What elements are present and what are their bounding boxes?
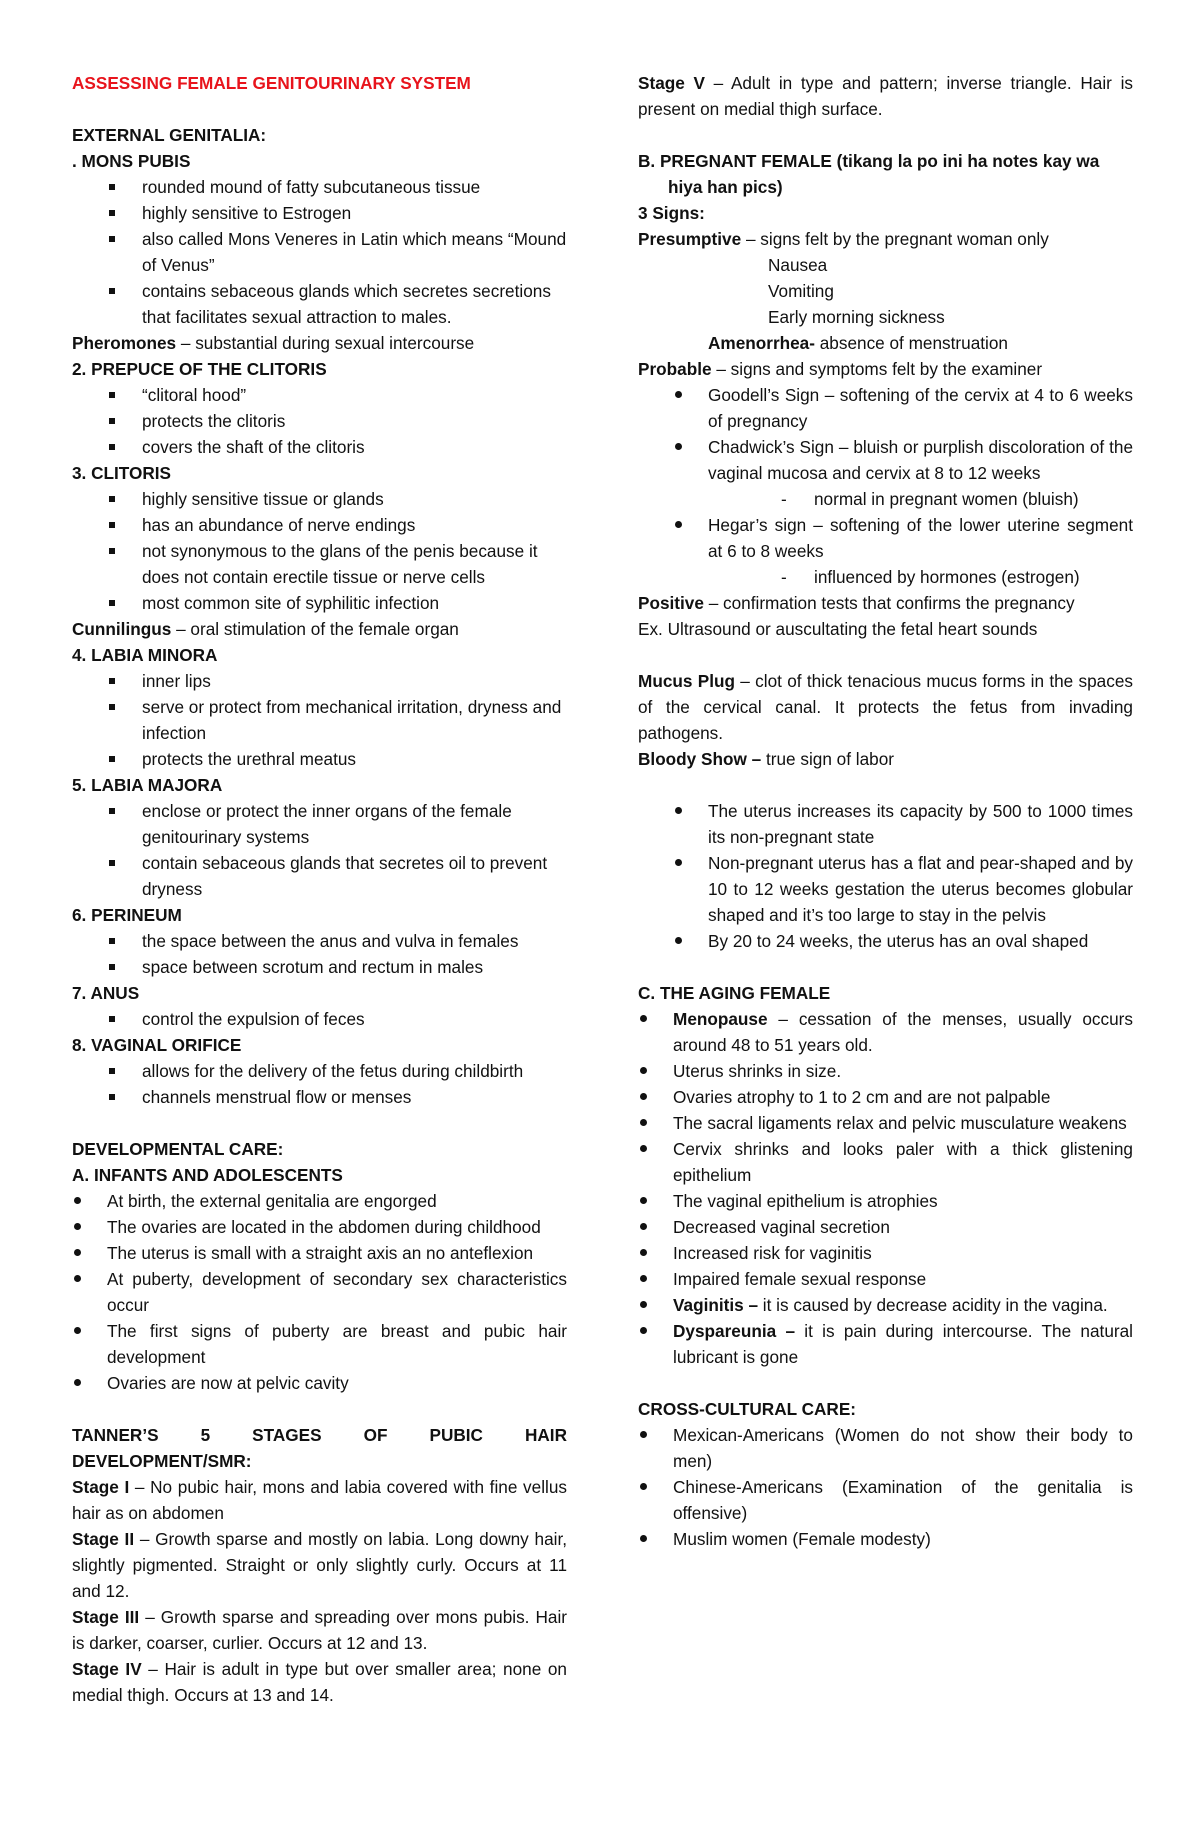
- positive-example: Ex. Ultrasound or auscultating the fetal heart sounds: [638, 619, 1038, 639]
- list-item: not synonymous to the glans of the penis because it does not contain erectile tissue or nerve cells: [72, 538, 567, 590]
- vaginitis-text: it is caused by decrease acidity in the vagina.: [758, 1295, 1108, 1315]
- list-item: serve or protect from mechanical irritation, dryness and infection: [72, 694, 567, 746]
- list-item: inner lips: [72, 668, 567, 694]
- stage-text: – Growth sparse and mostly on labia. Long downy hair, slightly pigmented. Straight or only slightly curly. Occurs at 11 and 12.: [72, 1529, 567, 1601]
- list-item: enclose or protect the inner organs of the female genitourinary systems: [72, 798, 567, 850]
- uterus-list: [638, 798, 1133, 954]
- list-item: Impaired female sexual response: [638, 1266, 1133, 1292]
- term-definition: [72, 330, 567, 356]
- list-item: The uterus is small with a straight axis an no anteflexion: [72, 1240, 567, 1266]
- positive-term: Positive: [638, 593, 704, 613]
- developmental-care-heading: DEVELOPMENTAL CARE:: [72, 1139, 284, 1159]
- tanner-stage: [72, 1604, 567, 1656]
- right-column: [638, 70, 1133, 1552]
- tanner-stages: [72, 1474, 567, 1708]
- section-list: [72, 1006, 567, 1032]
- chadwick-note: - normal in pregnant women (bluish): [638, 486, 1133, 512]
- list-item: contain sebaceous glands that secretes oil to prevent dryness: [72, 850, 567, 902]
- presumptive-text: – signs felt by the pregnant woman only: [741, 229, 1049, 249]
- positive-text: – confirmation tests that confirms the pregnancy: [703, 593, 1075, 613]
- list-item: covers the shaft of the clitoris: [72, 434, 567, 460]
- external-genitalia-heading: EXTERNAL GENITALIA:: [72, 125, 267, 145]
- section-list: [72, 928, 567, 980]
- term: Pheromones: [72, 333, 177, 353]
- list-item: allows for the delivery of the fetus during childbirth: [72, 1058, 567, 1084]
- stage-text: – Hair is adult in type but over smaller area; none on medial thigh. Occurs at 13 and 14.: [72, 1659, 567, 1705]
- list-item: The uterus increases its capacity by 500 to 1000 times its non-pregnant state: [638, 798, 1133, 850]
- amenorrhea-line: [638, 330, 1133, 356]
- external-genitalia-sections: [72, 148, 567, 1110]
- document-title: ASSESSING FEMALE GENITOURINARY SYSTEM: [72, 73, 471, 93]
- stage-label: Stage I: [72, 1477, 130, 1497]
- list-item: At puberty, development of secondary sex characteristics occur: [72, 1266, 567, 1318]
- stage-text: – Growth sparse and spreading over mons pubis. Hair is darker, coarser, curlier. Occurs at 12 and 13.: [72, 1607, 568, 1653]
- list-item: The ovaries are located in the abdomen during childhood: [72, 1214, 567, 1240]
- section-list: [72, 1058, 567, 1110]
- positive-line: [638, 590, 1133, 616]
- term-definition: [72, 616, 567, 642]
- stage-label: Stage II: [72, 1529, 135, 1549]
- menopause-term: Menopause: [673, 1009, 768, 1029]
- section-list: [72, 382, 567, 460]
- list-item: highly sensitive to Estrogen: [72, 200, 567, 226]
- stage-label: Stage V: [638, 73, 705, 93]
- definition: – oral stimulation of the female organ: [171, 619, 459, 639]
- list-item: Uterus shrinks in size.: [638, 1058, 1133, 1084]
- chadwick-sign: Chadwick’s Sign – bluish or purplish discoloration of the vaginal mucosa and cervix at 8 to 12 weeks: [638, 434, 1133, 486]
- vaginitis-term: Vaginitis –: [673, 1295, 759, 1315]
- signs-heading: 3 Signs:: [638, 203, 705, 223]
- infants-adolescents-heading: A. INFANTS AND ADOLESCENTS: [72, 1165, 343, 1185]
- menopause-item: [638, 1006, 1133, 1058]
- list-item: channels menstrual flow or menses: [72, 1084, 567, 1110]
- section-list: [72, 798, 567, 902]
- list-item: Mexican-Americans (Women do not show their body to men): [638, 1422, 1133, 1474]
- probable-text: – signs and symptoms felt by the examiner: [711, 359, 1043, 379]
- tanner-heading-cont: DEVELOPMENT/SMR:: [72, 1451, 252, 1471]
- hegar-list: [638, 512, 1133, 564]
- pregnant-heading-cont: hiya han pics): [668, 177, 783, 197]
- list-item: Non-pregnant uterus has a flat and pear-shaped and by 10 to 12 weeks gestation the uterus becomes globular shaped and it’s too large to stay in the pelvis: [638, 850, 1133, 928]
- section-list: [72, 486, 567, 616]
- list-item: control the expulsion of feces: [72, 1006, 567, 1032]
- section-heading: 5. LABIA MAJORA: [72, 775, 223, 795]
- section-heading: 4. LABIA MINORA: [72, 645, 218, 665]
- list-item: space between scrotum and rectum in males: [72, 954, 567, 980]
- list-item: Decreased vaginal secretion: [638, 1214, 1133, 1240]
- symptom: Vomiting: [768, 281, 834, 301]
- mucus-plug-text: – clot of thick tenacious mucus forms in the spaces of the cervical canal. It protects the fetus from invading pathogens.: [638, 671, 1133, 743]
- definition: – substantial during sexual intercourse: [176, 333, 475, 353]
- list-item: contains sebaceous glands which secretes secretions that facilitates sexual attraction to males.: [72, 278, 567, 330]
- cross-cultural-heading: CROSS-CULTURAL CARE:: [638, 1399, 857, 1419]
- list-item: “clitoral hood”: [72, 382, 567, 408]
- section-heading: 7. ANUS: [72, 983, 140, 1003]
- list-item: protects the urethral meatus: [72, 746, 567, 772]
- term: Cunnilingus: [72, 619, 172, 639]
- hegar-note: - influenced by hormones (estrogen): [638, 564, 1133, 590]
- aging-terms-list: [638, 1292, 1133, 1370]
- dyspareunia-item: [638, 1318, 1133, 1370]
- vaginitis-item: [638, 1292, 1133, 1318]
- list-item: Ovaries are now at pelvic cavity: [72, 1370, 567, 1396]
- hegar-sign: Hegar’s sign – softening of the lower uterine segment at 6 to 8 weeks: [638, 512, 1133, 564]
- aging-items: [638, 1058, 1133, 1292]
- tanner-stage-v: [638, 70, 1133, 122]
- section-heading: 8. VAGINAL ORIFICE: [72, 1035, 242, 1055]
- list-item: By 20 to 24 weeks, the uterus has an oval shaped: [638, 928, 1133, 954]
- section-heading: 2. PREPUCE OF THE CLITORIS: [72, 359, 327, 379]
- left-column: [72, 70, 567, 1708]
- section-list: [72, 668, 567, 772]
- probable-term: Probable: [638, 359, 712, 379]
- symptom: Nausea: [768, 255, 828, 275]
- tanner-stage: [72, 1526, 567, 1604]
- mucus-plug-paragraph: [638, 668, 1133, 746]
- pregnant-heading: B. PREGNANT FEMALE (tikang la po ini ha notes kay wa: [638, 151, 1100, 171]
- tanner-stage: [72, 1656, 567, 1708]
- list-item: Increased risk for vaginitis: [638, 1240, 1133, 1266]
- presumptive-term: Presumptive: [638, 229, 742, 249]
- mucus-plug-term: Mucus Plug: [638, 671, 735, 691]
- dyspareunia-text: it is pain during intercourse. The natural lubricant is gone: [673, 1321, 1133, 1367]
- tanner-heading: TANNER’S 5 STAGES OF PUBIC HAIR: [72, 1425, 567, 1445]
- list-item: has an abundance of nerve endings: [72, 512, 567, 538]
- list-item: the space between the anus and vulva in females: [72, 928, 567, 954]
- hegar-note-list: [638, 564, 1133, 590]
- list-item: Muslim women (Female modesty): [638, 1526, 1133, 1552]
- stage-label: Stage IV: [72, 1659, 142, 1679]
- stage-text: – No pubic hair, mons and labia covered with fine vellus hair as on abdomen: [72, 1477, 567, 1523]
- section-heading: . MONS PUBIS: [72, 151, 191, 171]
- goodell-sign: Goodell’s Sign – softening of the cervix at 4 to 6 weeks of pregnancy: [638, 382, 1133, 434]
- list-item: The sacral ligaments relax and pelvic musculature weakens: [638, 1110, 1133, 1136]
- list-item: also called Mons Veneres in Latin which means “Mound of Venus”: [72, 226, 567, 278]
- section-heading: 6. PERINEUM: [72, 905, 182, 925]
- menopause-text: – cessation of the menses, usually occurs around 48 to 51 years old.: [673, 1009, 1133, 1055]
- probable-line: [638, 356, 1133, 382]
- presumptive-line: [638, 226, 1133, 252]
- presumptive-symptoms: [638, 252, 1133, 330]
- amenorrhea-text: absence of menstruation: [814, 333, 1008, 353]
- stage-label: Stage III: [72, 1607, 140, 1627]
- tanner-stage: [72, 1474, 567, 1526]
- list-item: The vaginal epithelium is atrophies: [638, 1188, 1133, 1214]
- chadwick-note-list: [638, 486, 1133, 512]
- cross-cultural-list: [638, 1422, 1133, 1552]
- list-item: At birth, the external genitalia are engorged: [72, 1188, 567, 1214]
- stage-text: – Adult in type and pattern; inverse triangle. Hair is present on medial thigh surface.: [638, 73, 1134, 119]
- list-item: most common site of syphilitic infection: [72, 590, 567, 616]
- dyspareunia-term: Dyspareunia –: [673, 1321, 796, 1341]
- aging-heading: C. THE AGING FEMALE: [638, 983, 831, 1003]
- bloody-show-line: [638, 746, 1133, 772]
- list-item: protects the clitoris: [72, 408, 567, 434]
- probable-signs-list: [638, 382, 1133, 486]
- list-item: The first signs of puberty are breast and pubic hair development: [72, 1318, 567, 1370]
- list-item: Chinese-Americans (Examination of the genitalia is offensive): [638, 1474, 1133, 1526]
- aging-list: [638, 1006, 1133, 1058]
- list-item: Cervix shrinks and looks paler with a thick glistening epithelium: [638, 1136, 1133, 1188]
- developmental-list: [72, 1188, 567, 1396]
- section-list: [72, 174, 567, 330]
- list-item: rounded mound of fatty subcutaneous tissue: [72, 174, 567, 200]
- tanner-stage: [638, 70, 1133, 122]
- amenorrhea-term: Amenorrhea-: [708, 333, 815, 353]
- bloody-show-term: Bloody Show –: [638, 749, 762, 769]
- bloody-show-text: true sign of labor: [761, 749, 894, 769]
- list-item: Ovaries atrophy to 1 to 2 cm and are not palpable: [638, 1084, 1133, 1110]
- symptom: Early morning sickness: [768, 307, 945, 327]
- list-item: highly sensitive tissue or glands: [72, 486, 567, 512]
- section-heading: 3. CLITORIS: [72, 463, 172, 483]
